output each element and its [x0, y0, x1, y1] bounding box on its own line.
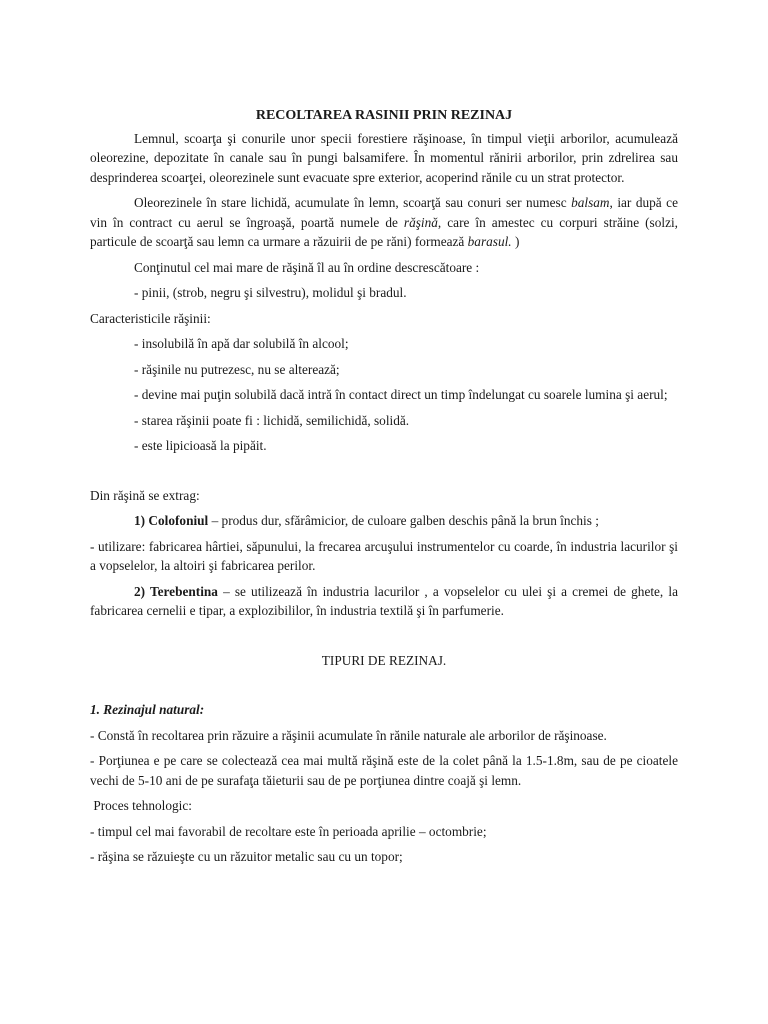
characteristic-item: - devine mai puţin solubilă dacă intră în contact direct un timp îndelungat cu soarele lumina şi aerul;	[134, 387, 668, 402]
natural-heading: 1. Rezinajul natural:	[90, 702, 205, 717]
process-item: - răşina se răzuieşte cu un răzuitor metalic sau cu un topor;	[90, 849, 403, 864]
extract-heading: Din răşină se extrag:	[90, 487, 200, 503]
paragraph-balsam	[90, 193, 678, 252]
characteristics-heading: Caracteristicile răşinii:	[90, 310, 211, 326]
colofoniu-text: – produs dur, sfărâmicior, de culoare galben deschis până la brun închis ;	[208, 513, 599, 528]
paragraph-species: - pinii, (strob, negru şi silvestru), molidul şi bradul.	[134, 285, 407, 300]
natural-item: - Porţiunea e pe care se colectează cea mai multă răşină este de la colet până la 1.5-1.8m, sau de pe cioatele vechi de 5-10 ani de pe surafaţa tăieturii sau de pe porţiunea dintre coajă şi lemn.	[90, 753, 678, 788]
terebentina-label: 2) Terebentina	[134, 583, 218, 599]
characteristic-item: - este lipicioasă la pipăit.	[134, 438, 267, 453]
paragraph-balsam-text-a: Oleorezinele în stare lichidă, acumulate în lemn, scoarţă sau conuri ser numesc	[134, 195, 572, 210]
paragraph-balsam-text-c: , care în amestec cu corpuri străine (solzi, particule de scoarţă sau lemn ca urmare a răzuirii de pe răni) formează	[90, 214, 678, 249]
characteristic-item: - starea răşinii poate fi : lichidă, semilichidă, solidă.	[134, 412, 410, 428]
characteristic-item: - răşinile nu putrezesc, nu se alterează;	[134, 361, 340, 377]
term-barasul: barasul.	[467, 234, 512, 249]
terebentina-text: – se utilizează în industria lacurilor , a vopselelor cu ulei şi a cremei de ghete, la fabricarea cernelii e tipar, a explozibililor, în industria textilă şi în parfumerie.	[90, 583, 678, 618]
characteristic-item: - insolubilă în apă dar solubilă în alcool;	[134, 336, 349, 351]
types-heading: TIPURI DE REZINAJ.	[321, 652, 447, 668]
colofoniu-label: 1) Colofoniul	[134, 513, 209, 528]
paragraph-balsam-text-d: )	[511, 234, 520, 249]
colofoniu-paragraph	[90, 511, 678, 531]
process-item: - timpul cel mai favorabil de recoltare este în perioada aprilie – octombrie;	[90, 823, 487, 839]
term-rasina: răşină	[403, 214, 438, 230]
natural-item: - Constă în recoltarea prin răzuire a răşinii acumulate în rănile naturale ale arborilor de răşinoase.	[90, 727, 607, 743]
colofoniu-use: - utilizare: fabricarea hârtiei, săpunului, la frecarea arcuşului instrumentelor cu coarde, în industria lacurilor şi a vopselelor, la altoiri şi fabricarea perilor.	[90, 538, 678, 573]
process-heading: Proces tehnologic:	[90, 798, 192, 813]
paragraph-intro: Lemnul, scoarţa şi conurile unor specii forestiere răşinoase, în timpul vieţii arborilor, acumulează oleorezine, depozitate în canale sau în pungi balsamifere. În momentul rănirii arborilor, prin zdrelirea sau desprinderea scoarţei, oleorezinele sunt evacuate spre exterior, acoperind rănile cu un strat protector.	[90, 130, 678, 185]
paragraph-balsam-text-b: , iar după ce vin în contract cu aerul se îngroaşă, poartă numele de	[90, 195, 678, 230]
document-title: RECOLTAREA RASINII PRIN REZINAJ	[255, 108, 513, 123]
term-balsam: balsam	[571, 195, 610, 210]
terebentina-paragraph	[90, 582, 678, 621]
paragraph-content-order: Conţinutul cel mai mare de răşină îl au în ordine descrescătoare :	[134, 259, 480, 275]
